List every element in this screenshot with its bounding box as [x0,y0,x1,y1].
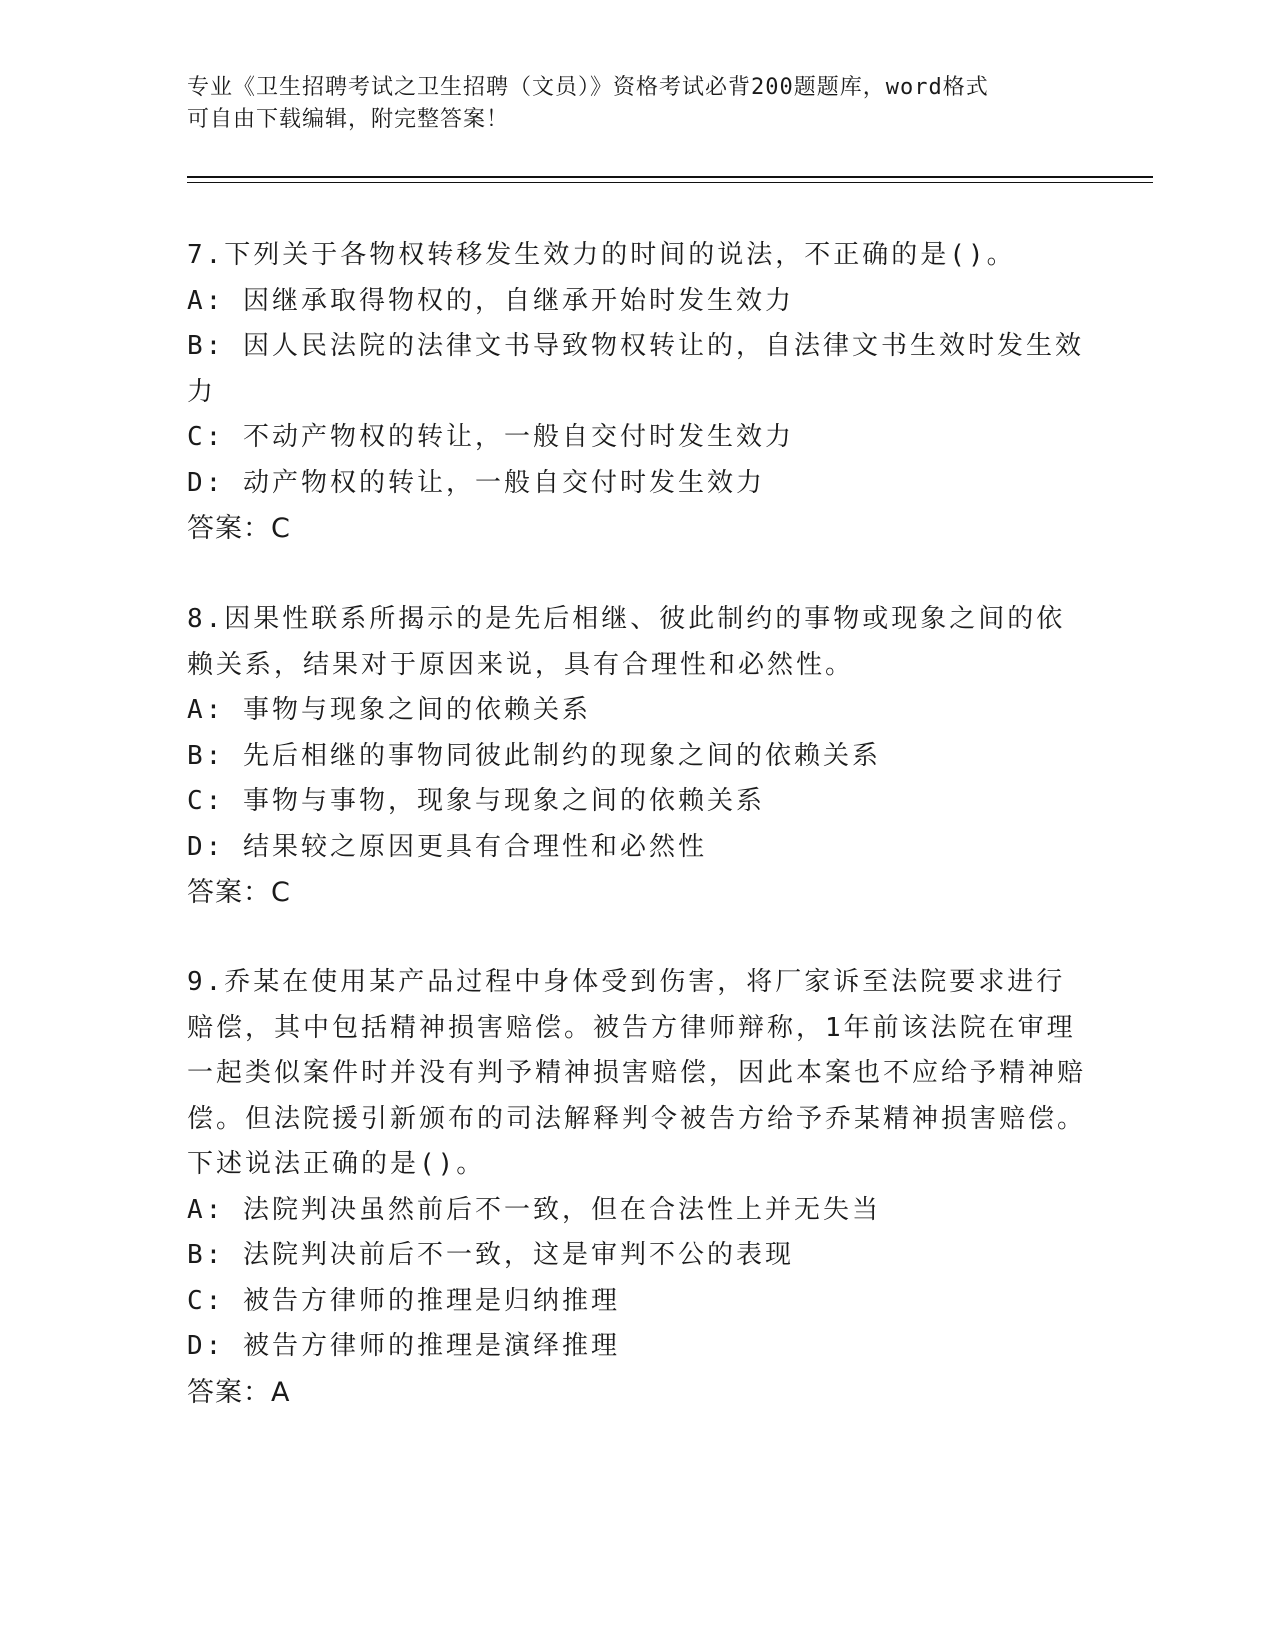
answer-line: 答案：C [187,513,291,544]
option-a: A: 事物与现象之间的依赖关系 [187,695,591,725]
answer-line: 答案：A [187,1376,291,1408]
question-stem: 7.下列关于各物权转移发生效力的时间的说法，不正确的是()。 [187,240,1016,270]
option-a: A: 法院判决虽然前后不一致，但在合法性上并无失当 [187,1194,881,1225]
question-block [187,960,1087,1415]
option-d: D: 被告方律师的推理是演绎推理 [187,1331,620,1361]
question-stem: 9.乔某在使用某产品过程中身体受到伤害，将厂家诉至法院要求进行赔偿，其中包括精神损害赔偿。被告方律师辩称，1年前该法院在审理一起类似案件时并没有判予精神损害赔偿，因此本案也不应给予精神赔偿。但法院援引新颁布的司法解释判令被告方给予乔某精神损害赔偿。下述说法正确的是()。 [187,967,1087,1179]
option-c: C: 不动产物权的转让，一般自交付时发生效力 [187,422,794,452]
question-stem: 8.因果性联系所揭示的是先后相继、彼此制约的事物或现象之间的依赖关系，结果对于原因来说，具有合理性和必然性。 [187,604,1066,680]
option-c: C: 事物与事物，现象与现象之间的依赖关系 [187,786,765,816]
option-d: D: 结果较之原因更具有合理性和必然性 [187,831,707,862]
header-line-1: 专业《卫生招聘考试之卫生招聘（文员）》资格考试必背200题题库，word格式 [187,75,989,100]
option-d: D: 动产物权的转让，一般自交付时发生效力 [187,467,765,498]
option-b: B: 先后相继的事物同彼此制约的现象之间的依赖关系 [187,740,881,771]
header-divider-thick [187,176,1153,178]
option-b: B: 因人民法院的法律文书导致物权转让的，自法律文书生效时发生效力 [187,331,1084,407]
question-block [187,597,1087,916]
question-block [187,233,1087,552]
header-line-2: 可自由下载编辑，附完整答案！ [187,107,510,132]
answer-line: 答案：C [187,877,291,908]
option-c: C: 被告方律师的推理是归纳推理 [187,1285,620,1316]
option-b: B: 法院判决前后不一致，这是审判不公的表现 [187,1240,794,1270]
document-header [187,72,1087,136]
header-divider-thin [187,182,1153,183]
option-a: A: 因继承取得物权的，自继承开始时发生效力 [187,285,794,316]
